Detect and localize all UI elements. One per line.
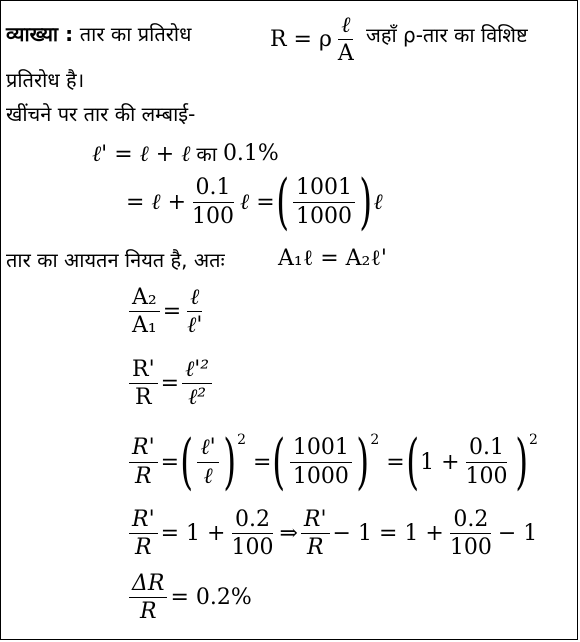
eq2-mid: ℓ = [240,190,275,215]
eq7-rhs: = 0.2% [170,585,252,611]
eq7-fraction [129,572,167,623]
equation-4 [126,358,215,409]
line-2: प्रतिरोध है। [6,68,85,92]
eq1-left: ℓ' = ℓ + ℓ [92,141,191,167]
eq6-tail: − 1 [497,521,538,547]
equation-6 [126,508,537,559]
eq5-paren-3: ( 1 + $\frac{0.1}{100}$ ) [405,427,528,497]
eq2-f2-num: 1001 [293,176,355,202]
eq6-den2: R [306,535,324,561]
eq1-right: 0.1% [222,141,279,166]
eq6-f2 [447,508,495,559]
equation-5: $\frac{R'}{R}$ = ( $\frac{\text{ℓ'}}{\text{ℓ}}$ ) $^2$ = ( $\frac{1001}{1000}$ ) $^2$ = ( 1 + $\frac{0.1}{100}$ ) $^2$ [126,432,538,492]
volume-line-text: तार का आयतन नियत है, अतः [6,248,225,272]
eq5-p1-num: ℓ' [197,436,218,462]
eq4-right-fraction [182,358,212,409]
eq5-p2-num: 1001 [290,436,352,462]
eq5-p3-fraction [463,436,511,487]
equation-7 [126,572,252,623]
eq2-fraction-1 [189,176,237,227]
eq5-paren-2: ( $\frac{1001}{1000}$ ) [272,427,370,497]
eq7-num: ΔR [129,572,167,598]
eq4-den: R [135,385,152,411]
equation-2 [126,167,383,237]
eq5-p1-fraction [197,436,218,487]
eq5-p3-den: 100 [465,463,508,489]
implies-arrow: ⇒ [279,521,298,547]
eq4-equals: = [160,371,180,397]
eq6-mid2: − 1 = 1 + [332,521,444,547]
eq5-sq-2: 2 [370,432,380,448]
eq5-p2-fraction [290,436,352,487]
eq2-paren: ( $\frac{1001}{1000}$ ) [275,167,373,237]
eq2-f1-den: 100 [192,203,235,229]
eq5-p3-pre: 1 + [420,449,460,475]
eq2-tail: ℓ [373,190,383,215]
eq6-left-fraction [129,508,158,559]
eq3-rden: ℓ' [187,313,203,339]
fraction-denominator: A [337,41,354,67]
eq4-rnum: ℓ'² [182,358,212,384]
eq2-lhs: = ℓ + [126,190,187,215]
eq2-f2-den: 1000 [296,203,353,229]
eq6-f1-den: 100 [231,535,274,561]
eq3-den: A₁ [132,313,157,339]
eq6-num: R' [129,508,158,534]
eq5-p2-den: 1000 [292,463,349,489]
eq3-right-fraction [184,286,205,337]
equation-3 [126,286,208,337]
eq5-left-fraction [129,436,158,487]
eq6-num2: R' [301,508,330,534]
explanation-label: व्याख्या : [6,22,74,46]
volume-formula: A₁ℓ = A₂ℓ' [278,246,387,271]
resistance-lhs: R = ρ [270,27,332,53]
eq5-num: R' [129,436,158,462]
eq6-f1-num: 0.2 [232,508,273,534]
eq6-mid1: = 1 + [160,521,226,547]
eq2-fraction-2 [293,176,355,227]
line-3: खींचने पर तार की लम्बाई- [6,102,196,126]
eq4-rden: ℓ² [188,385,207,411]
eq5-paren-1: ( $\frac{\text{ℓ'}}{\text{ℓ}}$ ) [180,427,236,497]
eq3-equals: = [162,299,182,325]
eq4-left-fraction [129,358,158,409]
line-1 [6,24,191,45]
eq4-num: R' [129,358,158,384]
eq5-p1-den: ℓ [203,463,213,489]
eq3-rnum: ℓ [187,286,202,312]
eq5-p3-num: 0.1 [466,436,507,462]
eq6-f1 [228,508,276,559]
eq6-den: R [135,535,152,561]
line1-suffix: जहाँ ρ-तार का विशिष्ट [366,23,528,47]
eq2-f1-num: 0.1 [193,176,234,202]
eq3-num: A₂ [129,286,160,312]
eq6-f2-num: 0.2 [450,508,491,534]
eq5-sq-1: 2 [237,432,247,448]
eq3-left-fraction [129,286,160,337]
eq5-sq-3: 2 [528,432,538,448]
fraction-numerator: ℓ [338,14,353,40]
eq6-fraction-2 [301,508,330,559]
eq7-den: R [139,599,157,625]
resistance-formula [270,14,360,65]
l-over-a-fraction [335,14,357,65]
eq5-den: R [135,463,152,489]
equation-1 [92,140,279,167]
eq1-hindi: का [196,142,217,166]
line1-text: तार का प्रतिरोध [79,22,192,46]
eq6-f2-den: 100 [449,535,492,561]
